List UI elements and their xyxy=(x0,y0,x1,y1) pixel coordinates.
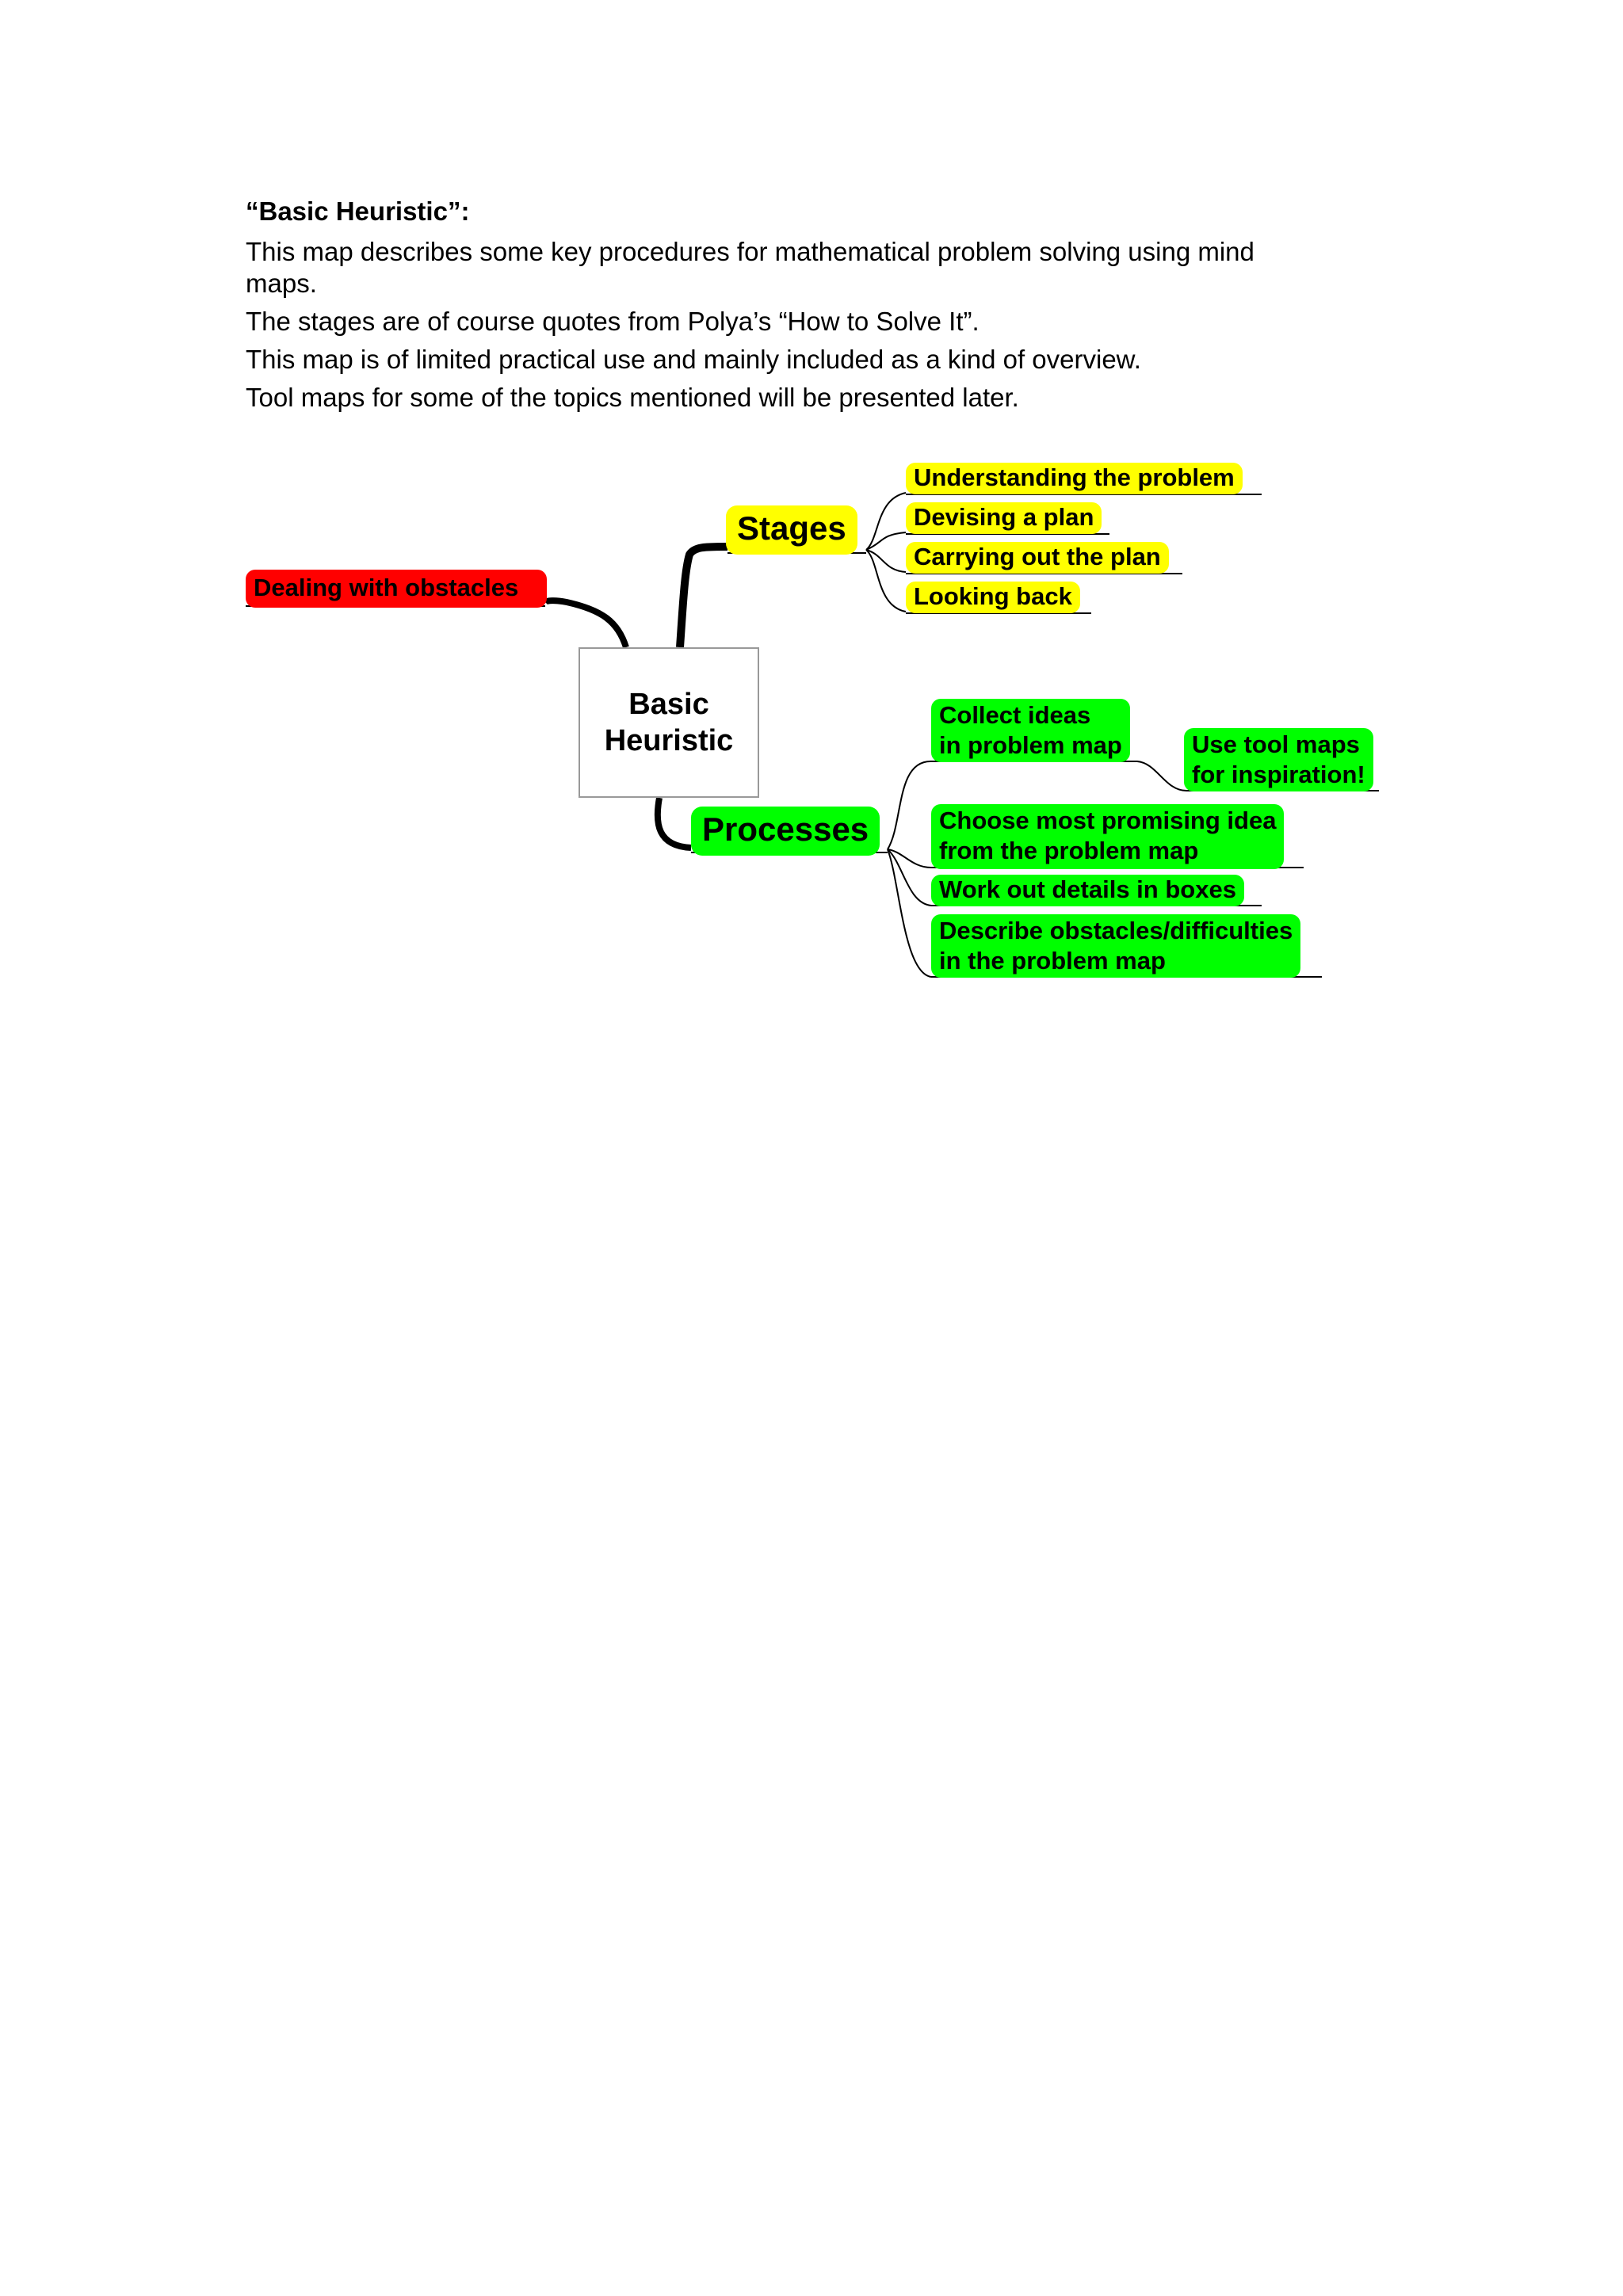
process-tool-maps-line: for inspiration! xyxy=(1192,761,1365,788)
intro-paragraph: Tool maps for some of the topics mentioned will be presented later. xyxy=(246,383,1019,412)
connector-processes xyxy=(658,798,691,848)
stage-item[interactable]: Devising a plan xyxy=(906,502,1102,534)
connector-understanding xyxy=(866,493,906,550)
connector-tool-maps xyxy=(931,761,1186,791)
connector-collect xyxy=(888,761,931,849)
intro-paragraph: This map describes some key procedures for mathematical problem solving using mind maps. xyxy=(246,237,1254,298)
stage-item[interactable]: Carrying out the plan xyxy=(906,542,1169,574)
connector-obstacles xyxy=(545,601,626,647)
process-tool-maps-node[interactable] xyxy=(1184,728,1373,791)
intro-paragraph: The stages are of course quotes from Polya’s “How to Solve It”. xyxy=(246,307,980,336)
process-choose-node[interactable] xyxy=(931,804,1284,869)
process-describe-line: in the problem map xyxy=(939,947,1166,974)
process-choose-line: Choose most promising idea xyxy=(939,807,1277,834)
intro-heading: “Basic Heuristic”: xyxy=(246,196,470,226)
process-work-out-node[interactable]: Work out details in boxes xyxy=(931,875,1244,906)
processes-node[interactable]: Processes xyxy=(691,807,880,856)
process-choose-line: from the problem map xyxy=(939,837,1199,864)
process-describe-line: Describe obstacles/difficulties xyxy=(939,917,1293,944)
stage-item[interactable]: Looking back xyxy=(906,582,1080,613)
stage-item[interactable]: Understanding the problem xyxy=(906,463,1243,494)
stages-node[interactable]: Stages xyxy=(726,505,857,555)
process-collect-line: in problem map xyxy=(939,731,1122,759)
connector-looking xyxy=(866,550,906,612)
obstacles-node[interactable]: Dealing with obstacles xyxy=(246,570,547,608)
process-tool-maps-line: Use tool maps xyxy=(1192,730,1360,758)
process-collect-line: Collect ideas xyxy=(939,701,1091,729)
central-topic[interactable] xyxy=(579,647,759,798)
connector-stages xyxy=(680,547,727,647)
connector-describe xyxy=(888,849,931,977)
intro-paragraph: This map is of limited practical use and mainly included as a kind of overview. xyxy=(246,345,1141,374)
central-topic-line: Heuristic xyxy=(604,724,734,757)
process-describe-node[interactable] xyxy=(931,914,1300,978)
central-topic-line: Basic xyxy=(628,688,709,721)
process-collect-node[interactable] xyxy=(931,699,1130,762)
